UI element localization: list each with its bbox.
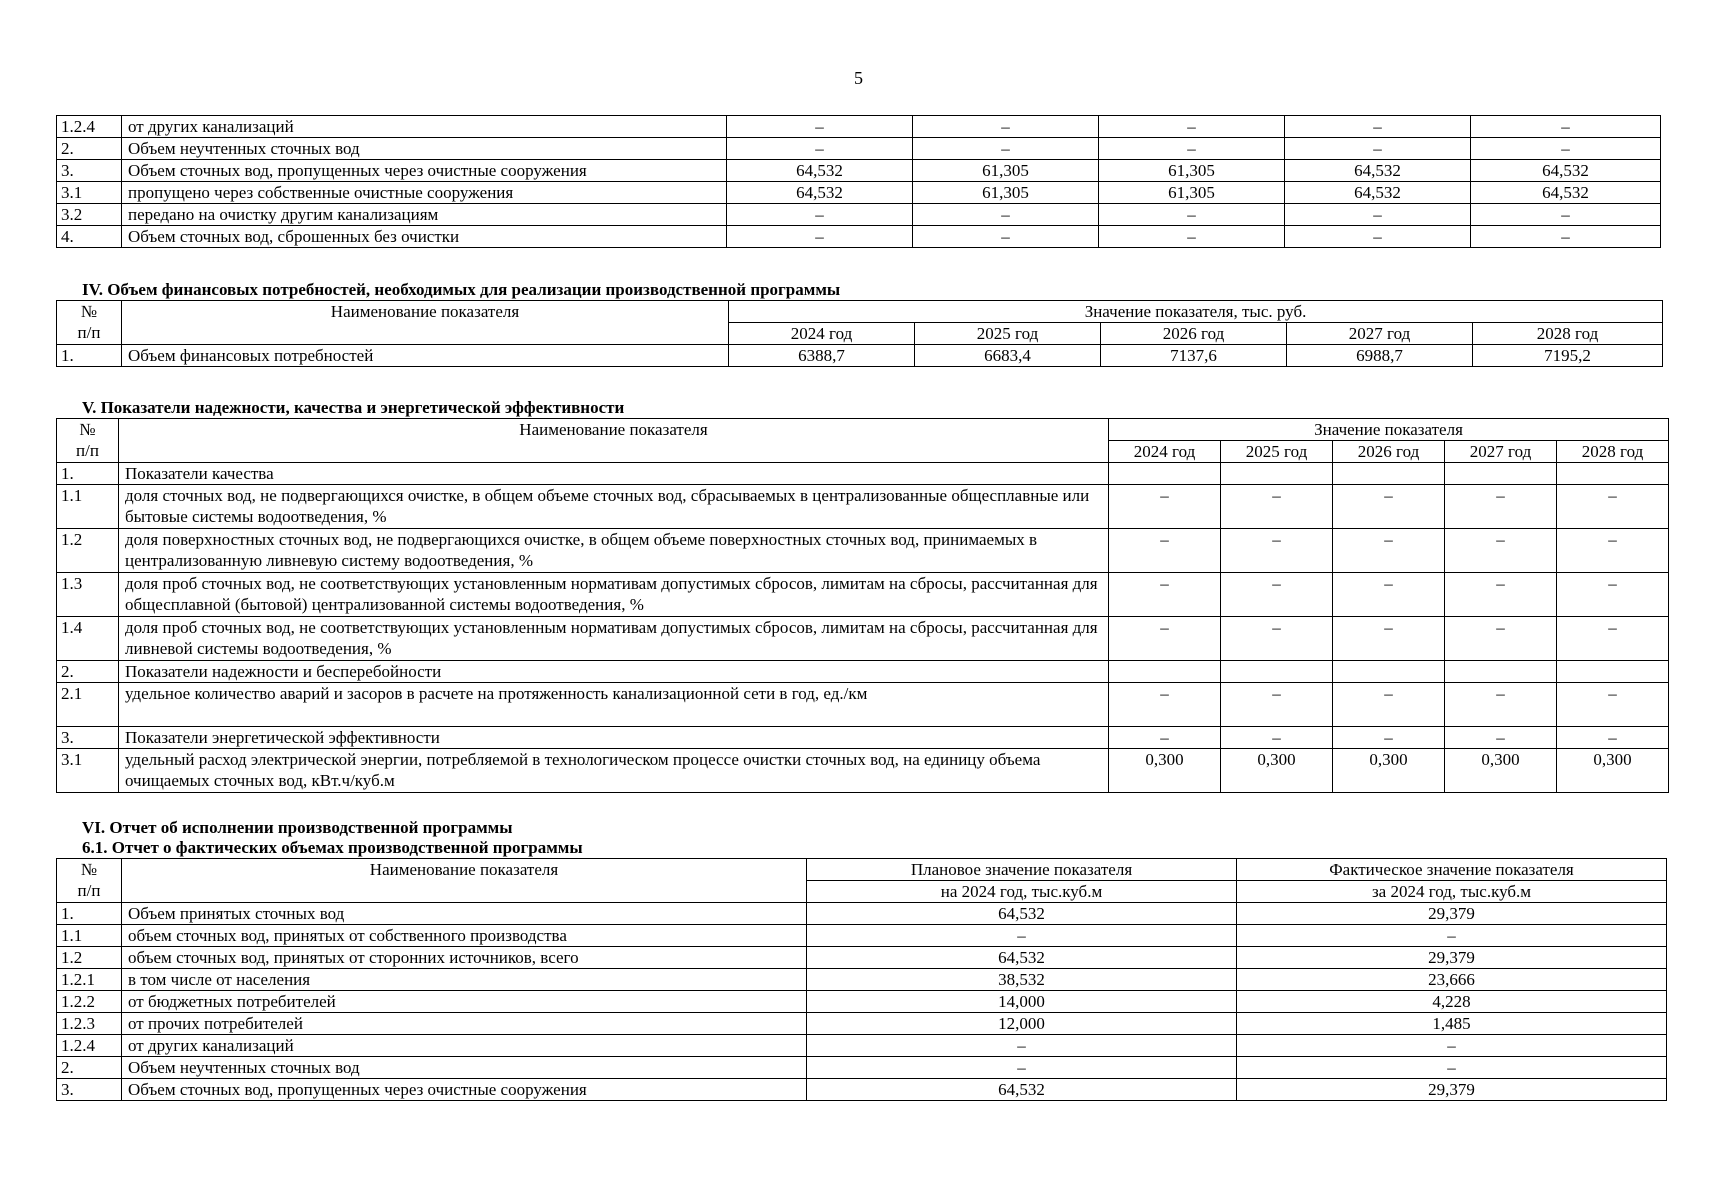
- table-row: [57, 1057, 1667, 1079]
- row-name: от бюджетных потребителей: [122, 991, 807, 1013]
- row-value: [1445, 463, 1557, 485]
- row-value: 64,532: [727, 160, 913, 182]
- row-number: 1.1: [57, 925, 122, 947]
- table-row: [57, 683, 1669, 727]
- row-value: –: [1109, 683, 1221, 727]
- table-row: [57, 116, 1661, 138]
- table-row: [57, 1079, 1667, 1101]
- row-value: –: [1099, 116, 1285, 138]
- table-top-block: [56, 115, 1661, 248]
- row-number: 1.3: [57, 573, 119, 617]
- row-value: 0,300: [1445, 749, 1557, 793]
- row-fact-value: 29,379: [1237, 1079, 1667, 1101]
- col-value-group-header: Значение показателя: [1109, 419, 1669, 441]
- row-value: –: [1445, 617, 1557, 661]
- row-name: объем сточных вод, принятых от сторонних источников, всего: [122, 947, 807, 969]
- row-number: 1.: [57, 903, 122, 925]
- row-plan-value: –: [807, 925, 1237, 947]
- row-number: 2.: [57, 138, 122, 160]
- row-value: –: [1557, 529, 1669, 573]
- row-value: –: [1221, 683, 1333, 727]
- year-header: 2026 год: [1101, 323, 1287, 345]
- row-number: 3.: [57, 1079, 122, 1101]
- row-number: 1.2.2: [57, 991, 122, 1013]
- row-name: удельный расход электрической энергии, потребляемой в технологическом процессе очистки сточных вод, на единицу объема очищаемых сточных вод, кВт.ч/куб.м: [119, 749, 1109, 793]
- row-value: [1221, 463, 1333, 485]
- reliability-table: [56, 418, 1669, 793]
- row-name: Объем неучтенных сточных вод: [122, 138, 727, 160]
- table-row: [57, 529, 1669, 573]
- row-value: –: [1471, 226, 1661, 248]
- row-plan-value: 64,532: [807, 1079, 1237, 1101]
- row-value: –: [727, 116, 913, 138]
- row-value: –: [1099, 226, 1285, 248]
- table-row: [57, 463, 1669, 485]
- section-v: [56, 398, 1669, 793]
- year-header: 2024 год: [729, 323, 915, 345]
- row-value: –: [1557, 727, 1669, 749]
- table-row: [57, 1035, 1667, 1057]
- row-value: 0,300: [1109, 749, 1221, 793]
- row-name: от прочих потребителей: [122, 1013, 807, 1035]
- row-number: 1.2.1: [57, 969, 122, 991]
- table-row: [57, 969, 1667, 991]
- table-row: [57, 345, 1663, 367]
- row-plan-value: 12,000: [807, 1013, 1237, 1035]
- year-header: 2024 год: [1109, 441, 1221, 463]
- year-header: 2027 год: [1445, 441, 1557, 463]
- row-number: 1.2: [57, 947, 122, 969]
- row-number: 3.1: [57, 182, 122, 204]
- row-value: –: [1333, 573, 1445, 617]
- row-plan-value: 14,000: [807, 991, 1237, 1013]
- row-value: 0,300: [1557, 749, 1669, 793]
- row-value: –: [1557, 573, 1669, 617]
- col-fact-header-line1: Фактическое значение показателя: [1237, 859, 1667, 881]
- row-value: –: [1099, 138, 1285, 160]
- row-number: 1.2.4: [57, 116, 122, 138]
- page-number: 5: [854, 68, 863, 88]
- row-name: пропущено через собственные очистные сооружения: [122, 182, 727, 204]
- table-row: [57, 138, 1661, 160]
- row-value: [1333, 463, 1445, 485]
- col-name-header: Наименование показателя: [122, 859, 807, 903]
- row-value: –: [913, 116, 1099, 138]
- row-name: доля поверхностных сточных вод, не подвергающихся очистке, в общем объеме поверхностных сточных вод, принимаемых в централизованную ливневую систему водоотведения, %: [119, 529, 1109, 573]
- row-value: –: [913, 138, 1099, 160]
- table-row: [57, 617, 1669, 661]
- row-value: –: [1557, 485, 1669, 529]
- row-value: –: [1221, 529, 1333, 573]
- year-header: 2028 год: [1557, 441, 1669, 463]
- row-number: 3.1: [57, 749, 119, 793]
- row-number: 1.2.3: [57, 1013, 122, 1035]
- row-value: –: [1285, 204, 1471, 226]
- row-value: –: [727, 204, 913, 226]
- row-fact-value: 1,485: [1237, 1013, 1667, 1035]
- row-name: удельное количество аварий и засоров в расчете на протяженность канализационной сети в год, ед./км: [119, 683, 1109, 727]
- year-header: 2025 год: [915, 323, 1101, 345]
- year-header: 2027 год: [1287, 323, 1473, 345]
- row-name: Объем сточных вод, сброшенных без очистки: [122, 226, 727, 248]
- row-value: –: [1285, 226, 1471, 248]
- row-value: [1109, 661, 1221, 683]
- row-value: [1445, 661, 1557, 683]
- row-value: 6988,7: [1287, 345, 1473, 367]
- row-number: 4.: [57, 226, 122, 248]
- row-value: –: [1099, 204, 1285, 226]
- row-name: Объем неучтенных сточных вод: [122, 1057, 807, 1079]
- row-value: –: [1221, 727, 1333, 749]
- row-name: от других канализаций: [122, 1035, 807, 1057]
- col-fact-header-line2: за 2024 год, тыс.куб.м: [1237, 881, 1667, 903]
- row-value: 64,532: [1285, 182, 1471, 204]
- section-iv-title: IV. Объем финансовых потребностей, необходимых для реализации производственной программы: [82, 280, 841, 299]
- table-row: [57, 573, 1669, 617]
- table-row: [57, 160, 1661, 182]
- financial-needs-table: [56, 300, 1663, 367]
- table-row: [57, 661, 1669, 683]
- row-value: –: [1109, 529, 1221, 573]
- row-value: –: [1109, 485, 1221, 529]
- table-row: [57, 485, 1669, 529]
- row-value: –: [1285, 116, 1471, 138]
- col-num-header: № п/п: [57, 301, 122, 345]
- row-value: –: [1471, 116, 1661, 138]
- row-value: 61,305: [913, 160, 1099, 182]
- row-value: 61,305: [1099, 160, 1285, 182]
- row-value: 64,532: [1471, 182, 1661, 204]
- row-value: [1557, 661, 1669, 683]
- row-value: –: [1109, 573, 1221, 617]
- row-name: Показатели качества: [119, 463, 1109, 485]
- row-value: –: [1445, 727, 1557, 749]
- row-value: –: [1445, 485, 1557, 529]
- row-fact-value: –: [1237, 1035, 1667, 1057]
- col-num-header: № п/п: [57, 859, 122, 903]
- row-value: [1109, 463, 1221, 485]
- row-name: Объем сточных вод, пропущенных через очистные сооружения: [122, 1079, 807, 1101]
- row-plan-value: –: [807, 1057, 1237, 1079]
- table-row: [57, 749, 1669, 793]
- row-number: 2.: [57, 1057, 122, 1079]
- row-name: доля проб сточных вод, не соответствующих установленным нормативам допустимых сбросов, лимитам на сбросы, рассчитанная для ливневой системы водоотведения, %: [119, 617, 1109, 661]
- row-number: 1.4: [57, 617, 119, 661]
- row-value: 64,532: [1471, 160, 1661, 182]
- section-vi-subtitle: 6.1. Отчет о фактических объемах производственной программы: [82, 838, 583, 857]
- table-row: [57, 947, 1667, 969]
- row-plan-value: 64,532: [807, 947, 1237, 969]
- row-value: 0,300: [1333, 749, 1445, 793]
- row-value: –: [1333, 727, 1445, 749]
- row-value: –: [727, 226, 913, 248]
- row-name: от других канализаций: [122, 116, 727, 138]
- row-number: 1.2: [57, 529, 119, 573]
- volume-table-continued: [56, 115, 1661, 248]
- col-name-header: Наименование показателя: [119, 419, 1109, 463]
- row-value: –: [913, 226, 1099, 248]
- row-number: 3.: [57, 727, 119, 749]
- table-row: [57, 1013, 1667, 1035]
- row-fact-value: 29,379: [1237, 903, 1667, 925]
- table-row: [57, 204, 1661, 226]
- row-number: 2.1: [57, 683, 119, 727]
- row-fact-value: 29,379: [1237, 947, 1667, 969]
- row-name: доля проб сточных вод, не соответствующих установленным нормативам допустимых сбросов, лимитам на сбросы, рассчитанная для общесплавной (бытовой) централизованной системы водоотведения, %: [119, 573, 1109, 617]
- row-value: –: [1445, 529, 1557, 573]
- year-header: 2026 год: [1333, 441, 1445, 463]
- row-value: –: [1557, 617, 1669, 661]
- row-value: –: [1221, 573, 1333, 617]
- row-value: –: [727, 138, 913, 160]
- row-value: [1333, 661, 1445, 683]
- table-row: [57, 182, 1661, 204]
- row-number: 1.1: [57, 485, 119, 529]
- row-value: 0,300: [1221, 749, 1333, 793]
- row-value: –: [1445, 573, 1557, 617]
- section-vi: [56, 818, 1667, 1101]
- table-row: [57, 925, 1667, 947]
- row-value: –: [1221, 485, 1333, 529]
- row-value: –: [1333, 617, 1445, 661]
- table-row: [57, 903, 1667, 925]
- row-number: 3.: [57, 160, 122, 182]
- row-fact-value: 23,666: [1237, 969, 1667, 991]
- row-number: 3.2: [57, 204, 122, 226]
- table-row: [57, 226, 1661, 248]
- row-value: 64,532: [1285, 160, 1471, 182]
- row-value: –: [1445, 683, 1557, 727]
- row-value: –: [1109, 617, 1221, 661]
- row-value: 61,305: [1099, 182, 1285, 204]
- year-header: 2028 год: [1473, 323, 1663, 345]
- section-vi-title: VI. Отчет об исполнении производственной программы: [82, 818, 513, 837]
- section-v-title: V. Показатели надежности, качества и энергетической эффективности: [82, 398, 625, 417]
- row-value: 61,305: [913, 182, 1099, 204]
- row-value: [1221, 661, 1333, 683]
- col-num-header: № п/п: [57, 419, 119, 463]
- row-value: 7195,2: [1473, 345, 1663, 367]
- row-value: [1557, 463, 1669, 485]
- row-value: –: [1471, 138, 1661, 160]
- row-value: –: [913, 204, 1099, 226]
- row-plan-value: 64,532: [807, 903, 1237, 925]
- row-value: –: [1333, 485, 1445, 529]
- row-plan-value: 38,532: [807, 969, 1237, 991]
- row-number: 1.: [57, 345, 122, 367]
- row-value: 7137,6: [1101, 345, 1287, 367]
- col-value-group-header: Значение показателя, тыс. руб.: [729, 301, 1663, 323]
- row-name: Показатели энергетической эффективности: [119, 727, 1109, 749]
- row-fact-value: –: [1237, 925, 1667, 947]
- year-header: 2025 год: [1221, 441, 1333, 463]
- row-plan-value: –: [807, 1035, 1237, 1057]
- row-name: Объем сточных вод, пропущенных через очистные сооружения: [122, 160, 727, 182]
- row-number: 2.: [57, 661, 119, 683]
- row-name: Показатели надежности и бесперебойности: [119, 661, 1109, 683]
- row-name: Объем финансовых потребностей: [122, 345, 729, 367]
- row-value: –: [1333, 529, 1445, 573]
- actual-volumes-table: [56, 858, 1667, 1101]
- table-row: [57, 727, 1669, 749]
- row-name: Объем принятых сточных вод: [122, 903, 807, 925]
- row-number: 1.2.4: [57, 1035, 122, 1057]
- row-name: передано на очистку другим канализациям: [122, 204, 727, 226]
- row-value: 64,532: [727, 182, 913, 204]
- row-value: –: [1109, 727, 1221, 749]
- col-plan-header-line2: на 2024 год, тыс.куб.м: [807, 881, 1237, 903]
- table-row: [57, 991, 1667, 1013]
- section-iv: [56, 280, 1663, 367]
- row-value: –: [1221, 617, 1333, 661]
- row-name: объем сточных вод, принятых от собственного производства: [122, 925, 807, 947]
- row-name: доля сточных вод, не подвергающихся очистке, в общем объеме сточных вод, сбрасываемых в централизованные общесплавные или бытовые системы водоотведения, %: [119, 485, 1109, 529]
- col-name-header: Наименование показателя: [122, 301, 729, 345]
- col-plan-header-line1: Плановое значение показателя: [807, 859, 1237, 881]
- row-fact-value: –: [1237, 1057, 1667, 1079]
- row-value: 6683,4: [915, 345, 1101, 367]
- row-value: 6388,7: [729, 345, 915, 367]
- row-value: –: [1557, 683, 1669, 727]
- row-value: –: [1333, 683, 1445, 727]
- row-fact-value: 4,228: [1237, 991, 1667, 1013]
- row-name: в том числе от населения: [122, 969, 807, 991]
- row-value: –: [1471, 204, 1661, 226]
- row-value: –: [1285, 138, 1471, 160]
- row-number: 1.: [57, 463, 119, 485]
